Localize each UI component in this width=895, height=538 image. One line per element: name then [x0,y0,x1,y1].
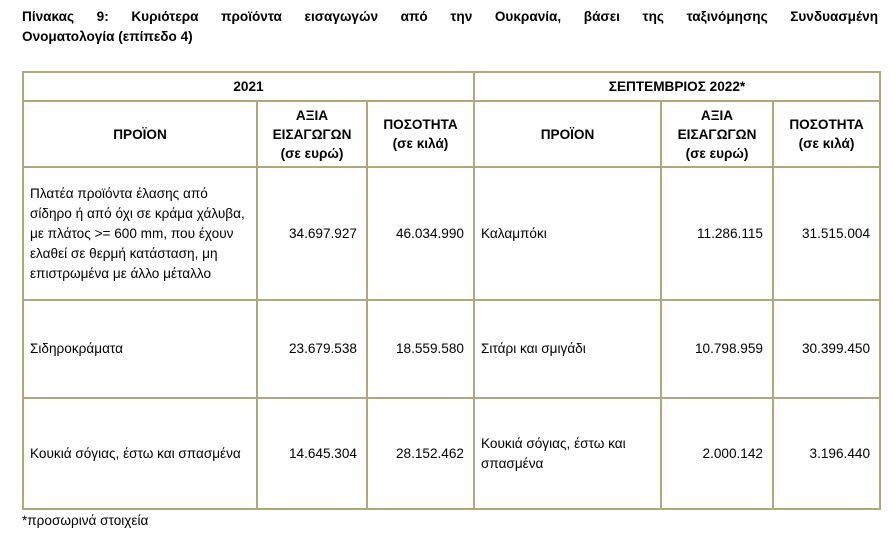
product-2021: Πλατέα προϊόντα έλασης από σίδηρο ή από όχι σε κράμα χάλυβα, με πλάτος >= 600 mm, που έχουν ελαθεί σε θερμή κατάσταση, μη επιστρωμένα με άλλο μέταλλο [23,167,257,300]
value-header-2021: ΑΞΙΑ ΕΙΣΑΓΩΓΩΝ (σε ευρώ) [257,101,367,167]
caption-line-1: Πίνακας 9: Κυριότερα προϊόντα εισαγωγών από την Ουκρανία, βάσει της ταξινόμησης Συνδυασμένη [22,9,878,24]
product-2022: Σιτάρι και σμιγάδι [474,300,661,398]
table-caption [22,7,878,47]
column-header-row [23,101,880,167]
quantity-2022: 31.515.004 [773,167,880,300]
footnote: *προσωρινά στοιχεία [22,513,149,528]
value-2022: 10.798.959 [661,300,773,398]
product-2022: Κουκιά σόγιας, έστω και σπασμένα [474,398,661,509]
caption-line-2: Ονοματολογία (επίπεδο 4) [22,29,193,44]
value-header-2022: ΑΞΙΑ ΕΙΣΑΓΩΓΩΝ (σε ευρώ) [661,101,773,167]
value-2021: 34.697.927 [257,167,367,300]
quantity-2022: 30.399.450 [773,300,880,398]
table-row [23,398,880,509]
period-2022-header: ΣΕΠΤΕΜΒΡΙΟΣ 2022* [474,72,880,101]
product-2021: Κουκιά σόγιας, έστω και σπασμένα [23,398,257,509]
table-row [23,300,880,398]
value-2021: 14.645.304 [257,398,367,509]
quantity-2021: 46.034.990 [367,167,474,300]
quantity-header-2022: ΠΟΣΟΤΗΤΑ (σε κιλά) [773,101,880,167]
value-2021: 23.679.538 [257,300,367,398]
quantity-2022: 3.196.440 [773,398,880,509]
period-2021-header: 2021 [23,72,474,101]
product-2022: Καλαμπόκι [474,167,661,300]
product-2021: Σιδηροκράματα [23,300,257,398]
table-row [23,167,880,300]
period-header-row [23,72,880,101]
product-header-2022: ΠΡΟΪΟΝ [474,101,661,167]
value-2022: 11.286.115 [661,167,773,300]
imports-table [22,71,881,510]
product-header-2021: ΠΡΟΪΟΝ [23,101,257,167]
quantity-2021: 28.152.462 [367,398,474,509]
quantity-2021: 18.559.580 [367,300,474,398]
quantity-header-2021: ΠΟΣΟΤΗΤΑ (σε κιλά) [367,101,474,167]
value-2022: 2.000.142 [661,398,773,509]
